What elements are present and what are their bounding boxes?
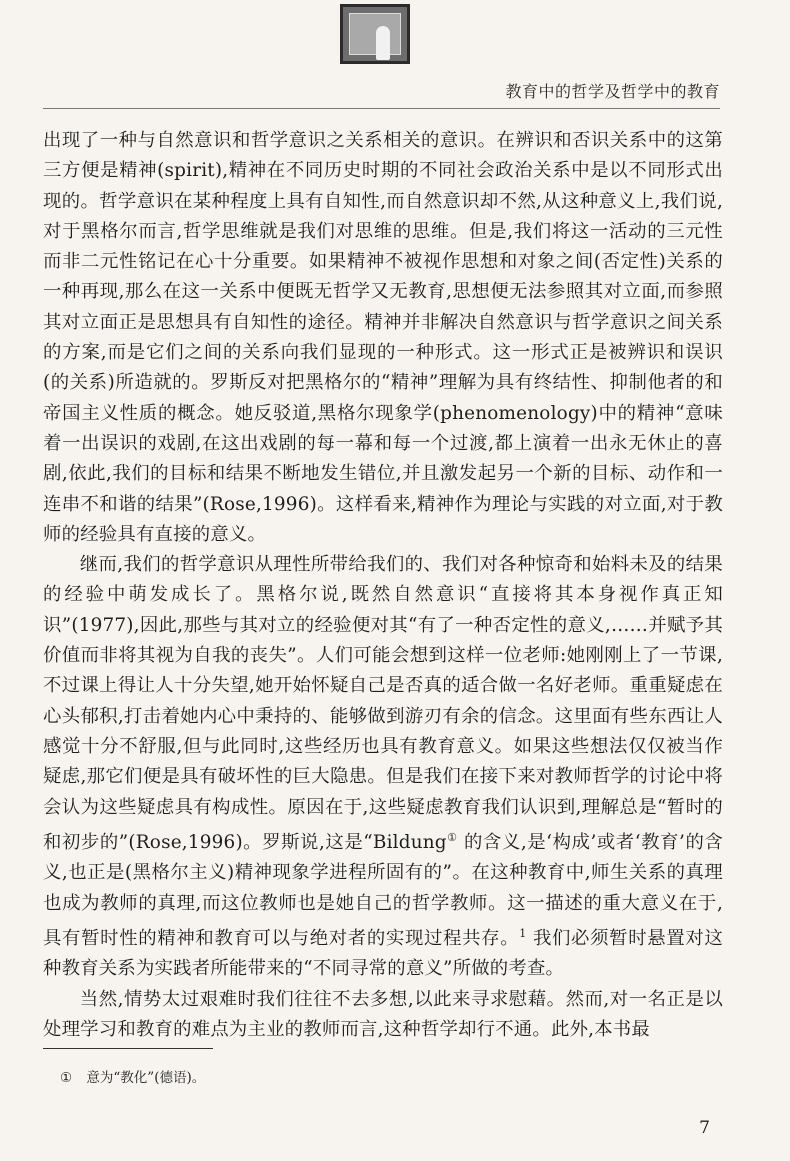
paragraph-2-text-b: 的含义,是‘构成’或者‘教育’的含义,也正是(黑格尔主义)精神现象学进程所固有的”。在这种教育中,师生关系的真理也成为教师的真理,而这位教师也是她自己的哲学教师。这一描述的重大意义在于,具有暂时性的精神和教育可以与绝对者的实现过程共存。	[43, 831, 723, 949]
ornament-frame	[349, 13, 401, 55]
ornament-figure	[376, 26, 390, 60]
paragraph-3: 当然,情势太过艰难时我们往往不去多想,以此来寻求慰藉。然而,对一名正是以处理学习和教育的难点为主业的教师而言,这种哲学却行不通。此外,本书最	[43, 988, 723, 1040]
footnote-divider	[43, 1048, 213, 1049]
footnote	[60, 1066, 205, 1086]
main-text	[43, 126, 723, 1045]
running-head-title: 教育中的哲学及哲学中的教育	[505, 82, 720, 101]
footnote-text: 意为“教化”(德语)。	[86, 1070, 206, 1086]
footnote-reference[interactable]: ①	[446, 830, 458, 844]
endnote-reference[interactable]: 1	[519, 926, 527, 940]
paragraph-2-text-c: 我们必须暂时悬置对这种教育关系为实践者所能带来的“不同寻常的意义”所做的考查。	[43, 927, 723, 980]
paragraph-2-text-a: 继而,我们的哲学意识从理性所带给我们的、我们对各种惊奇和始料未及的结果的经验中萌发成长了。黑格尔说,既然自然意识“直接将其本身视作真正知识”(1977),因此,那些与其对立的经验便对其“有了一种否定性的意义,……并赋予其价值而非将其视为自我的丧失”。人们可能会想到这样一位老师:她刚刚上了一节课,不过课上得让人十分失望,她开始怀疑自己是否真的适合做一名好老师。重重疑虑在心头郁积,打击着她内心中秉持的、能够做到游刃有余的信念。这里面有些东西让人感觉十分不舒服,但与此同时,这些经历也具有教育意义。如果这些想法仅仅被当作疑虑,那它们便是具有破坏性的巨大隐患。但是我们在接下来对教师哲学的讨论中将会认为这些疑虑具有构成性。原因在于,这些疑虑教育我们认识到,理解总是“暂时的和初步的”(Rose,1996)。罗斯说,这是“Bildung	[43, 554, 723, 853]
header-divider	[43, 108, 720, 109]
paragraph-2	[43, 550, 723, 984]
footnote-marker: ①	[60, 1070, 73, 1086]
header-ornament-illustration	[340, 4, 410, 64]
paragraph-1: 出现了一种与自然意识和哲学意识之关系相关的意识。在辨识和否识关系中的这第三方便是精神(spirit),精神在不同历史时期的不同社会政治关系中是以不同形式出现的。哲学意识在某种程度上具有自知性,而自然意识却不然,从这种意义上,我们说,对于黑格尔而言,哲学思维就是我们对思维的思维。但是,我们将这一活动的三元性而非二元性铭记在心十分重要。如果精神不被视作思想和对象之间(否定性)关系的一种再现,那么在这一关系中便既无哲学又无教育,思想便无法参照其对立面,而参照其对立面正是思想具有自知性的途径。精神并非解决自然意识与哲学意识之间关系的方案,而是它们之间的关系向我们显现的一种形式。这一形式正是被辨识和误识(的关系)所造就的。罗斯反对把黑格尔的“精神”理解为具有终结性、抑制他者的和帝国主义性质的概念。她反驳道,黑格尔现象学(phenomenology)中的精神“意味着一出误识的戏剧,在这出戏剧的每一幕和每一个过渡,都上演着一出永无休止的喜剧,依此,我们的目标和结果不断地发生错位,并且激发起另一个新的目标、动作和一连串不和谐的结果”(Rose,1996)。这样看来,精神作为理论与实践的对立面,对于教师的经验具有直接的意义。	[43, 130, 723, 545]
page-number: 7	[699, 1118, 710, 1138]
